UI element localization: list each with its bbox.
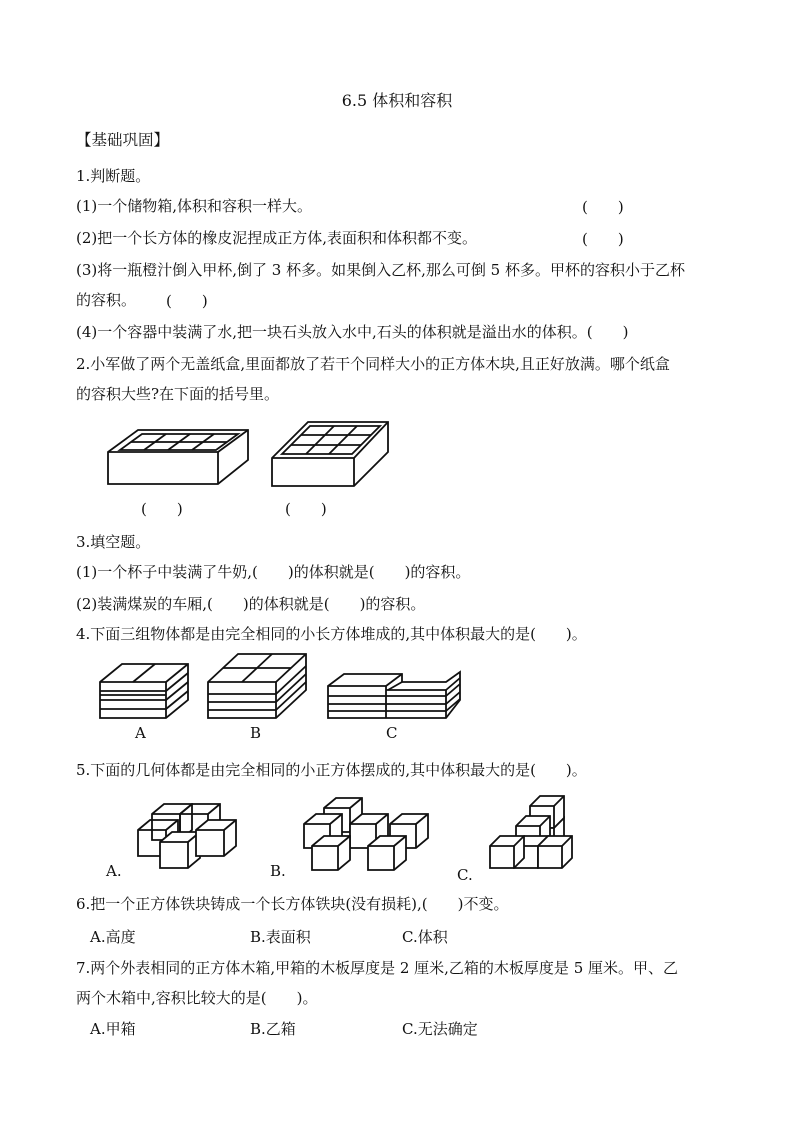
cube-figure-b (298, 794, 432, 874)
cube-figure-a (134, 800, 242, 870)
stack-label-a: A (135, 724, 146, 742)
box-figure-left (104, 426, 254, 488)
box-left-answer-blank[interactable]: ( ) (141, 500, 183, 518)
cube-label-c: C. (457, 866, 473, 884)
stack-label-c: C (386, 724, 398, 742)
q6-option-b[interactable]: B.表面积 (250, 928, 311, 946)
stack-figure-b (206, 652, 308, 720)
q1-item-2: (2)把一个长方体的橡皮泥捏成正方体,表面积和体积都不变。 (76, 229, 478, 247)
q7-option-c[interactable]: C.无法确定 (402, 1020, 478, 1038)
q2-stem-line-2: 的容积大些?在下面的括号里。 (76, 385, 280, 403)
q1-item-4: (4)一个容器中装满了水,把一块石头放入水中,石头的体积就是溢出水的体积。( ) (76, 323, 629, 341)
q1-item-3-answer-blank[interactable]: ( ) (166, 292, 208, 310)
q3-stem: 3.填空题。 (76, 533, 151, 551)
q4-stem: 4.下面三组物体都是由完全相同的小长方体堆成的,其中体积最大的是( )。 (76, 625, 587, 643)
q6-stem: 6.把一个正方体铁块铸成一个长方体铁块(没有损耗),( )不变。 (76, 895, 509, 913)
q1-stem: 1.判断题。 (76, 167, 151, 185)
q7-stem-line-2: 两个木箱中,容积比较大的是( )。 (76, 989, 318, 1007)
q1-item-2-answer-blank[interactable]: ( ) (582, 230, 624, 248)
cube-label-a: A. (106, 862, 122, 880)
cube-label-b: B. (270, 862, 286, 880)
q1-item-3-continued: 的容积。 (76, 291, 137, 309)
q7-option-a[interactable]: A.甲箱 (90, 1020, 136, 1038)
page-title: 6.5 体积和容积 (341, 91, 453, 110)
stack-figure-a (98, 660, 190, 720)
cube-figure-c (486, 794, 576, 876)
q3-item-2: (2)装满煤炭的车厢,( )的体积就是( )的容积。 (76, 595, 426, 613)
stack-figure-c (326, 670, 462, 720)
q2-stem-line-1: 2.小军做了两个无盖纸盒,里面都放了若干个同样大小的正方体木块,且正好放满。哪个纸盒 (76, 355, 670, 373)
q5-stem: 5.下面的几何体都是由完全相同的小正方体摆成的,其中体积最大的是( )。 (76, 761, 587, 779)
q7-option-b[interactable]: B.乙箱 (250, 1020, 296, 1038)
q1-item-1-answer-blank[interactable]: ( ) (582, 198, 624, 216)
q3-item-1: (1)一个杯子中装满了牛奶,( )的体积就是( )的容积。 (76, 563, 471, 581)
q1-item-1: (1)一个储物箱,体积和容积一样大。 (76, 197, 313, 215)
q7-stem-line-1: 7.两个外表相同的正方体木箱,甲箱的木板厚度是 2 厘米,乙箱的木板厚度是 5 厘米。甲、乙 (76, 959, 679, 977)
q6-option-c[interactable]: C.体积 (402, 928, 448, 946)
box-right-answer-blank[interactable]: ( ) (285, 500, 327, 518)
q6-option-a[interactable]: A.高度 (90, 928, 136, 946)
q1-item-3: (3)将一瓶橙汁倒入甲杯,倒了 3 杯多。如果倒入乙杯,那么可倒 5 杯多。甲杯的容积小于乙杯 (76, 261, 685, 279)
box-figure-right (268, 418, 394, 490)
section-heading: 【基础巩固】 (76, 131, 170, 149)
stack-label-b: B (250, 724, 262, 742)
